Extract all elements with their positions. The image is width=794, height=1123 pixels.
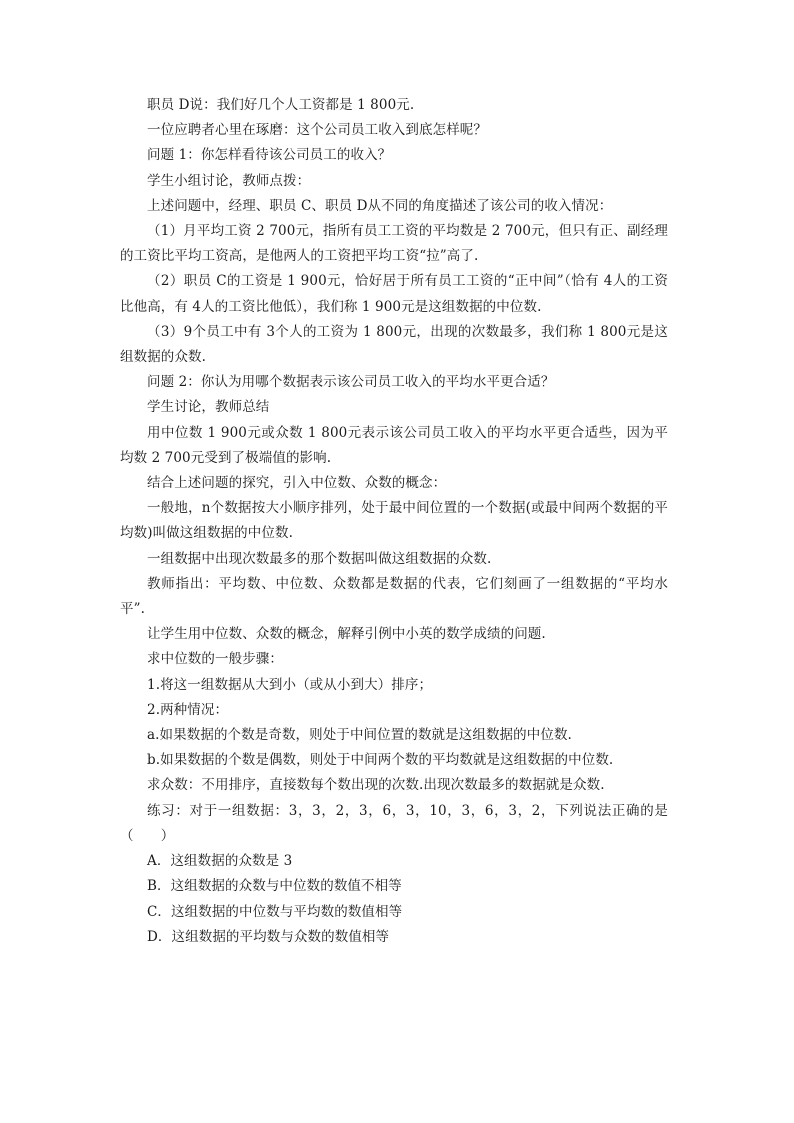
paragraph-question-2: 问题 2：你认为用哪个数据表示该公司员工收入的平均水平更合适？: [147, 374, 555, 391]
paragraph-point-2-median: （2）职员 C的工资是 1 900元，恰好居于所有员工工资的“正中间”（恰有 4人的工资比他高，有 4人的工资比他低），我们称 1 900元是这组数据的中位数.: [120, 273, 668, 315]
option-c: C．这组数据的中位数与平均数的数值相等: [147, 903, 403, 920]
paragraph-introduce-concepts: 结合上述问题的探究，引入中位数、众数的概念：: [147, 475, 447, 492]
option-d: D．这组数据的平均数与众数的数值相等: [147, 928, 390, 945]
paragraph-point-1-mean: （1）月平均工资 2 700元，指所有员工工资的平均数是 2 700元，但只有正、副经理的工资比平均工资高，是他两人的工资把平均工资“拉”高了.: [120, 223, 668, 265]
paragraph-staff-d: 职员 D说：我们好几个人工资都是 1 800元.: [147, 97, 415, 113]
paragraph-case-odd: a.如果数据的个数是奇数，则处于中间位置的数就是这组数据的中位数.: [147, 727, 572, 744]
paragraph-teacher-summary: 学生讨论，教师总结: [147, 399, 270, 416]
paragraph-teacher-points-out: 教师指出：平均数、中位数、众数都是数据的代表，它们刻画了一组数据的“平均水平”.: [120, 575, 668, 618]
paragraph-case-even: b.如果数据的个数是偶数，则处于中间两个数的平均数就是这组数据的中位数.: [147, 752, 614, 769]
paragraph-group-discussion: 学生小组讨论，教师点拨：: [147, 172, 311, 189]
paragraph-overview: 上述问题中，经理、职员 C、职员 D从不同的角度描述了该公司的收入情况：: [147, 197, 613, 214]
paragraph-step-1: 1.将这一组数据从大到小（或从小到大）排序；: [147, 676, 433, 693]
paragraph-step-2: 2.两种情况：: [147, 701, 229, 718]
paragraph-median-steps-heading: 求中位数的一般步骤：: [147, 651, 283, 668]
option-b: B．这组数据的众数与中位数的数值不相等: [147, 878, 402, 895]
paragraph-mode-definition: 一组数据中出现次数最多的那个数据叫做这组数据的众数.: [147, 550, 492, 567]
paragraph-applicant: 一位应聘者心里在琢磨：这个公司员工收入到底怎样呢？: [147, 122, 487, 139]
paragraph-question-1: 问题 1：你怎样看待该公司员工的收入？: [147, 147, 392, 164]
paragraph-find-mode: 求众数：不用排序，直接数每个数出现的次数.出现次数最多的数据就是众数.: [147, 777, 605, 794]
paragraph-point-3-mode: （3）9个员工中有 3个人的工资为 1 800元，出现的次数最多，我们称 1 800元是这组数据的众数.: [120, 323, 668, 366]
paragraph-conclusion: 用中位数 1 900元或众数 1 800元表示该公司员工收入的平均水平更合适些，因为平均数 2 700元受到了极端值的影响.: [120, 424, 668, 466]
paragraph-median-definition: 一般地，n个数据按大小顺序排列，处于最中间位置的一个数据(或最中间两个数据的平均数)叫做这组数据的中位数.: [120, 500, 668, 542]
option-a: A．这组数据的众数是 3: [147, 853, 293, 870]
paragraph-explain-example: 让学生用中位数、众数的概念，解释引例中小英的数学成绩的问题.: [147, 626, 546, 643]
document-body: [120, 93, 668, 950]
paragraph-exercise: 练习：对于一组数据：3，3，2，3，6，3，10，3，6，3，2，下列说法正确的是（ ）: [120, 802, 668, 844]
